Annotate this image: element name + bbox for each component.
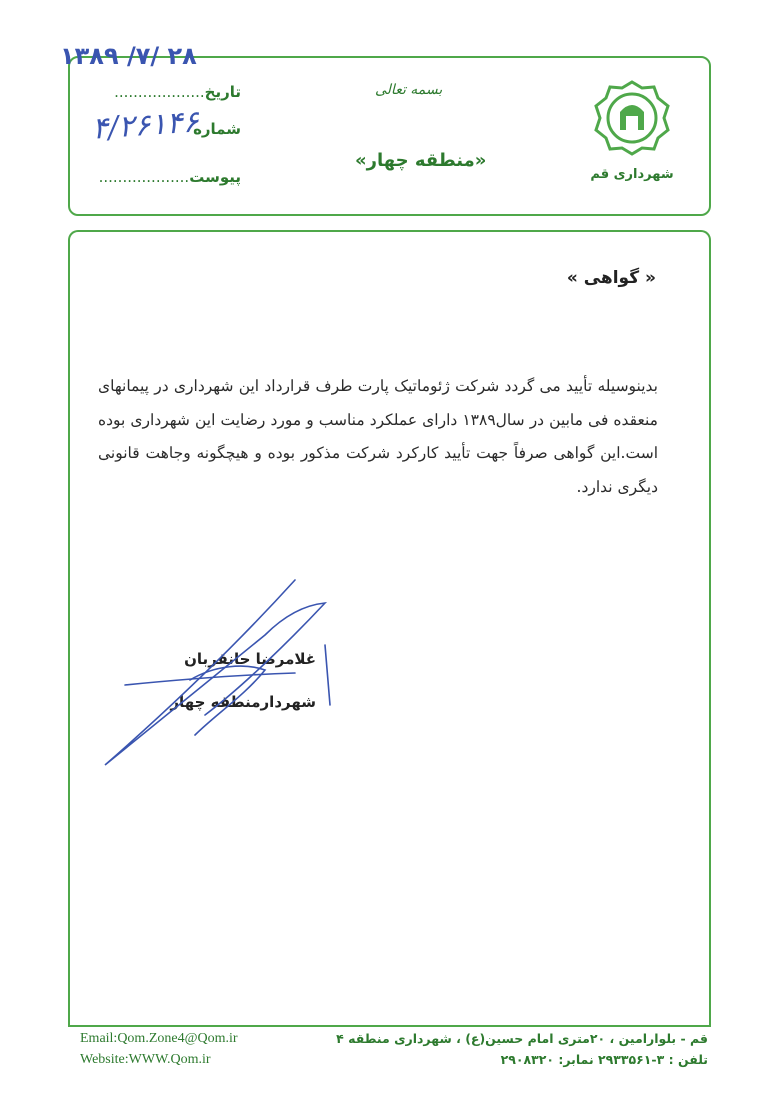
number-label: شماره [193,120,241,138]
footer-website: Website:WWW.Qom.ir [80,1052,211,1067]
footer-email: Email:Qom.Zone4@Qom.ir [80,1031,238,1046]
stamped-date: ۱۳۸۹ /۷/ ۲۸ [60,42,197,70]
date-field [114,83,241,101]
footer-address: قم - بلوارامین ، ۲۰متری امام حسین(ع) ، شهرداری منطقه ۴ [336,1031,708,1046]
attachment-field [99,168,241,186]
handwritten-signature [95,575,345,775]
number-field [193,120,241,138]
handwritten-number: ۴/۲۶۱۴۶ [90,104,200,147]
footer-divider [68,1025,711,1027]
footer-phone: تلفن : ۳-۲۹۳۳۵۶۱ نمابر: ۲۹۰۸۳۲۰ [500,1052,708,1067]
attachment-label: پیوست [189,168,241,186]
municipality-logo-icon [590,76,674,186]
letter-body: بدینوسیله تأیید می گردد شرکت ژئوماتیک پارت طرف قرارداد این شهرداری در پیمانهای منعقده فی مابین در سال۱۳۸۹ دارای عملکرد مناسب و مورد رضایت این شهرداری بوده است.این گواهی صرفاً جهت تأیید کارکرد شرکت مذکور بوده و هیچگونه وجاهت قانونی دیگری ندارد. [98,377,658,496]
signatory-title: شهردارمنطقه چهار [170,693,316,711]
basmala-text: بسمه تعالی [375,82,443,98]
date-label: تاریخ [204,83,241,101]
date-dots: ................... [114,83,205,101]
signatory-name: غلامرضا جانقربان [184,650,316,668]
letter-title: « گواهی » [566,268,656,288]
svg-text:شهرداری قم: شهرداری قم [590,167,674,182]
zone-name: «منطقه چهار» [355,150,487,171]
attachment-dots: ................... [98,168,190,186]
